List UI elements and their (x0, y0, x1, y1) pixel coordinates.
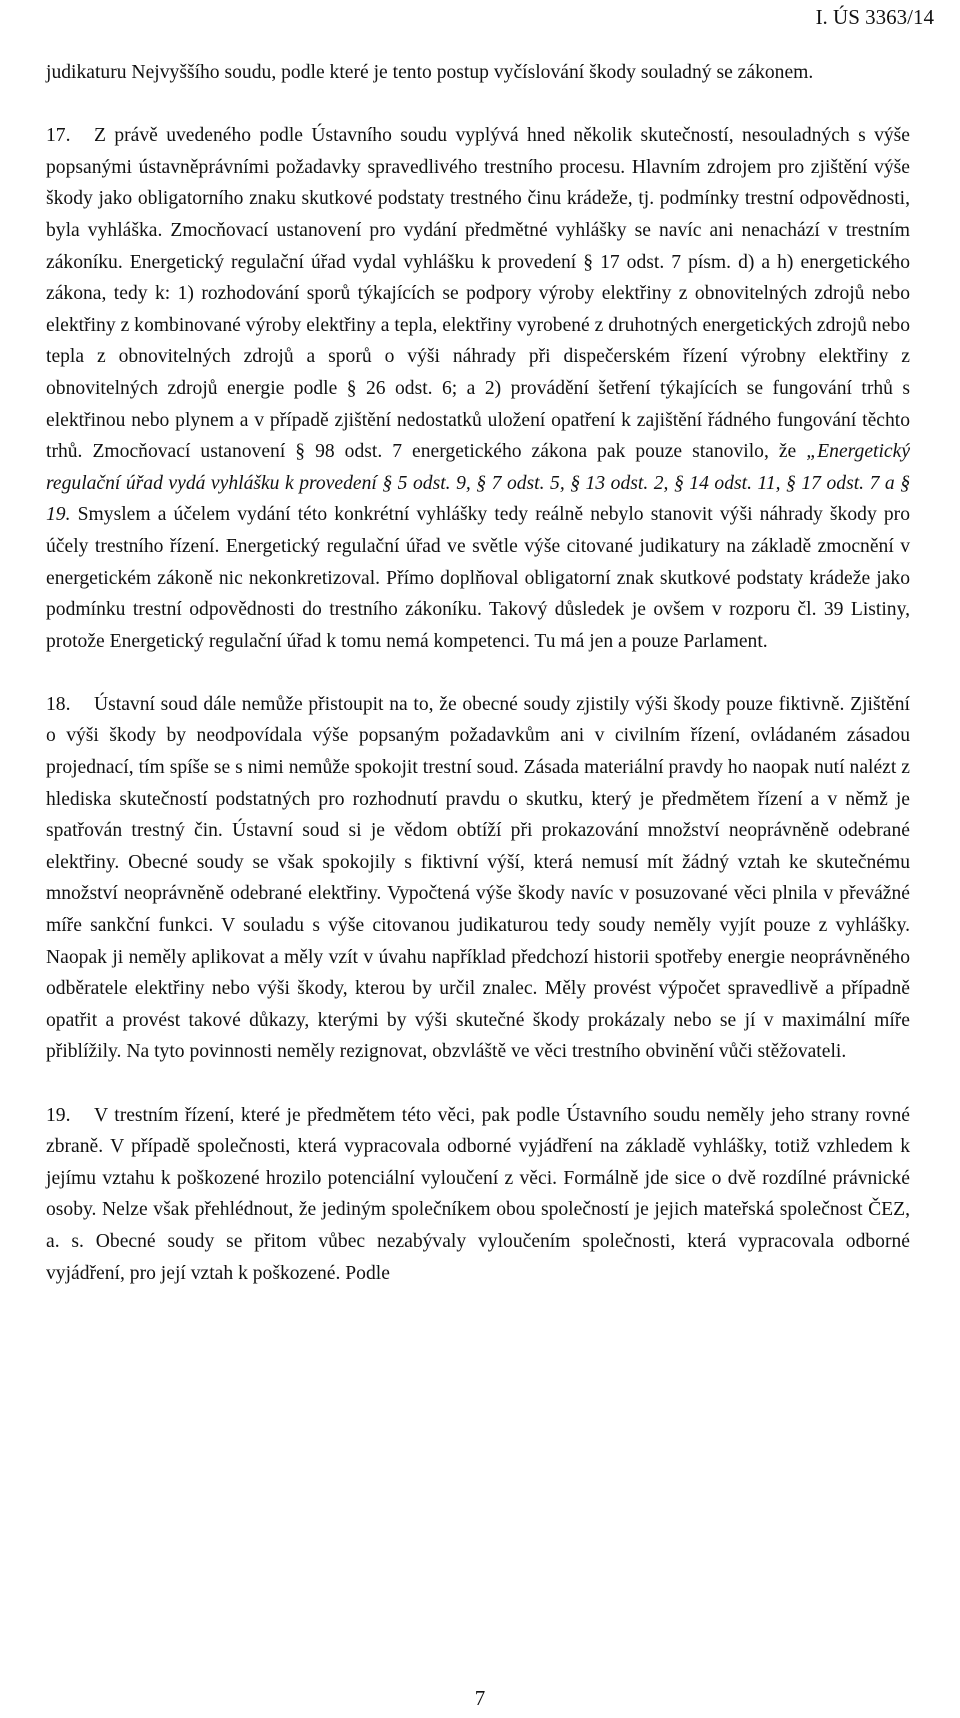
paragraph-text: Z právě uvedeného podle Ústavního soudu vyplývá hned několik skutečností, nesouladných s výše popsanými ústavněprávními požadavky spravedlivého trestního procesu. Hlavním zdrojem pro zjištění výše škody jako obligatorního znaku skutkové podstaty trestného činu krádeže, tj. podmínky trestní odpovědnosti, byla vyhláška. Zmocňovací ustanovení pro vydání předmětné vyhlášky se navíc ani nenachází v trestním zákoníku. Energetický regulační úřad vydal vyhlášku k provedení § 17 odst. 7 písm. d) a h) energetického zákona, tedy k: 1) rozhodování sporů týkajících se podpory výroby elektřiny z obnovitelných zdrojů nebo elektřiny z kombinované výroby elektřiny a tepla, elektřiny vyrobené z druhotných energetických zdrojů nebo tepla z obnovitelných zdrojů a sporů o výši náhrady při dispečerském řízení výrobny elektřiny z obnovitelných zdrojů energie podle § 26 odst. 6; a 2) provádění šetření týkajících se fungování trhů s elektřinou nebo plynem a v případě zjištění nedostatků uložení opatření k zajištění řádného fungování těchto trhů. Zmocňovací ustanovení § 98 odst. 7 energetického zákona pak pouze stanovilo, že (46, 125, 910, 463)
case-number: I. ÚS 3363/14 (815, 5, 934, 29)
paragraph-17 (46, 120, 910, 657)
paragraph-18 (46, 689, 910, 1068)
paragraph-text-after-quote: Smyslem a účelem vydání této konkrétní vyhlášky tedy reálně nebylo stanovit výši náhrady škody pro účely trestního řízení. Energetický regulační úřad ve světle výše citované judikatury na základě zmocnění v energetickém zákoně nic nekonkretizoval. Přímo doplňoval obligatorní znak skutkové podstaty krádeže jako podmínku trestní odpovědnosti do trestního zákoníku. Takový důsledek je ovšem v rozporu čl. 39 Listiny, protože Energetický regulační úřad k tomu nemá kompetenci. Tu má jen a pouze Parlament. (46, 504, 910, 652)
paragraph-number: 19. (46, 1104, 71, 1126)
paragraph-number: 18. (46, 693, 71, 715)
page-number: 7 (474, 1686, 486, 1710)
paragraph-19 (46, 1100, 910, 1290)
paragraph-text: judikaturu Nejvyššího soudu, podle které je tento postup vyčíslování škody souladný se zákonem. (46, 62, 814, 83)
quoted-provision: „Energetický regulační úřad vydá vyhlášku k provedení § 5 odst. 9, § 7 odst. 5, § 13 odst. 2, § 14 odst. 11, § 17 odst. 7 a § 19. (46, 441, 911, 526)
document-body (46, 57, 910, 1289)
paragraph-number: 17. (46, 125, 71, 147)
paragraph-continuation (46, 57, 910, 89)
paragraph-text: Ústavní soud dále nemůže přistoupit na to, že obecné soudy zjistily výši škody pouze fiktivně. Zjištění o výši škody by neodpovídala výše popsaným požadavkům ani v civilním řízení, ovládaném zásadou projednací, tím spíše se s nimi nemůže spokojit trestní soud. Zásada materiální pravdy ho naopak nutí nalézt z hlediska skutečností podstatných pro rozhodnutí pravdu o skutku, který je předmětem řízení a v němž je spatřován trestný čin. Ústavní soud si je vědom obtíží při prokazování množství neoprávněně odebrané elektřiny. Obecné soudy se však spokojily s fiktivní výší, která nemusí mít žádný vztah ke skutečnému množství neoprávněně odebrané elektřiny. Vypočtená výše škody navíc v posuzované věci plnila v převážné míře sankční funkci. V souladu s výše citovanou judikaturou tedy soudy neměly vyjít pouze z vyhlášky. Naopak ji neměly aplikovat a měly vzít v úvahu například předchozí historii spotřeby energie neoprávněného odběratele elektřiny nebo výši škody, kterou by určil znalec. Měly provést výpočet spravedlivě a případně opatřit a provést takové důkazy, kterými by výši skutečné škody prokázaly nebo se jí v maximální míře přiblížily. Na tyto povinnosti neměly rezignovat, obzvláště ve věci trestního obvinění vůči stěžovateli. (46, 693, 910, 1063)
paragraph-text: V trestním řízení, které je předmětem této věci, pak podle Ústavního soudu neměly jeho strany rovné zbraně. V případě společnosti, která vypracovala odborné vyjádření na základě vyhlášky, totiž vzhledem k jejímu vztahu k poškozené hrozilo potenciální vyloučení z věci. Formálně jde sice o dvě rozdílné právnické osoby. Nelze však přehlédnout, že jediným společníkem obou společností je jejich mateřská společnost ČEZ, a. s. Obecné soudy se přitom vůbec nezabývaly vyloučením společnosti, která vypracovala odborné vyjádření, pro její vztah k poškozené. Podle (46, 1104, 910, 1284)
